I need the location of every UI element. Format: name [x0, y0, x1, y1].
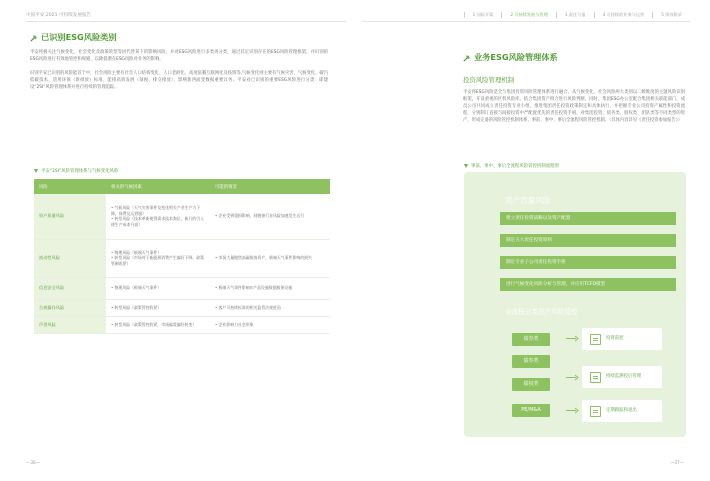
chapter-nav: [464, 12, 690, 18]
risk-name: 合规操作风险: [34, 299, 106, 316]
process-bar: 进行气候变化风险分析与管理，并应用TCFD模型: [500, 278, 676, 291]
header-divider-left: [26, 21, 346, 22]
left-page-content: [30, 32, 328, 91]
nav-chapter-4[interactable]: 4 可持续的业务与运营: [594, 12, 653, 18]
monitor-icon: [590, 372, 601, 383]
table-caption-text: 平安“2SI”风险管理体系与气候变化风险: [41, 169, 119, 174]
section-title-text: 已识别ESG风险类别: [41, 32, 117, 42]
report-title: 中国平安 2021 可持续发展报告: [26, 13, 92, 18]
stage-box-pre-investment: [582, 328, 662, 350]
table-row: [34, 194, 330, 239]
intro-paragraph: 平安将极关注气候变化、社会变化及政策转型等因代替某下的影响风险，并对ESG风险进行多类再分类，通过其定识别存在的ESG风险管理框架，并识别的ESG风险进行有效地管控和规避，以降低潜在ESG风险对业务的影响。: [30, 50, 328, 63]
stage-label: 持续监测投后管理: [606, 374, 642, 380]
section-title-business-esg: [463, 52, 685, 63]
risk-paragraph: 识别平安已识别的风险能首于中，社会风险主要有社会人口结构变化、人口老龄化、高度依赖互联网化及疫情等,气候变化则主要有气候灾害、气候变化、碳汽低碳技术、适用环保（新排放）标准、能排高效发展（领税、排交排放）、影响新西面变数据重要议务。平安对已识别的重要ESG风险进行分类：即建设“2SI”风险管理体系并进行持续的管理追踪。: [30, 71, 328, 91]
connector-arrow-icon: [566, 332, 580, 345]
table-header-row: [34, 179, 330, 194]
table-caption: [34, 168, 118, 174]
risk-name: 流动性风险: [34, 239, 106, 277]
right-page-content: [463, 52, 685, 124]
risk-table: [34, 179, 330, 334]
col-header-factors: 相关的气候因素: [106, 179, 210, 194]
asset-class-box: PE/M&A: [512, 404, 550, 417]
document-icon: [590, 334, 601, 345]
panel-caption-text: 事前、事中、事后全流程风险管控机制流程图: [471, 164, 559, 169]
asset-class-box: 债券类: [512, 333, 550, 346]
factor-item: • 物理风险（极端天气事件）: [111, 285, 162, 291]
factor-item: • 转型风险（政策管控收紧，市场偏爱偏好转变）: [111, 321, 197, 327]
factor-item: • 转型风险（市场对于新能源消费产生偏好下降，政策管制收紧）: [111, 255, 205, 266]
stage-box-monitoring: [582, 366, 662, 388]
risk-factors: [106, 239, 210, 277]
scenario-item: • 企业影响力社会形象: [215, 321, 254, 327]
scenario-item: • 企业受到重损影响，同胞损行业风险加速发生运行: [215, 213, 305, 219]
connector-arrow-icon: [566, 371, 580, 384]
section-title-text: 业务ESG风险管理体系: [474, 52, 558, 62]
factor-item: • 转型风险（技术革新使得需求技术淘汰，新行的引入使生产成本升高）: [111, 216, 205, 227]
connector-arrow-icon: [566, 404, 580, 417]
chart-icon: [590, 406, 601, 417]
risk-scenario: [210, 194, 330, 239]
risk-factors: [106, 316, 210, 333]
risk-scenario: [210, 299, 330, 316]
mechanism-paragraph: 平安将ESG风险是全与集团投资风险管理体系进行融合，从气候变化、社会风险两大类别以二级维度的主题风险识别框架，开设重视的区机风险库。结合集团资产组合进行风险判断，同时，集团ESG办公室配合集团相关职能部门，成员公司共同成立责任投资专业小组，推进集团责任投资政策制定和具体执行，并把握专业公司投资产属性和投资流程，分别制订直接与间接投资中严配置优先的责任投资手册，对集团投资、债务类、股权类、团队类等不同类型的资产，形成完备的风险管控机制体系，事前、事中、事后全流程风险管控机制。（具体内容详见《责任投资参加报告》）: [463, 90, 685, 124]
panel-title: 资产质量风险: [505, 196, 551, 205]
risk-name: 信息安全风险: [34, 277, 106, 299]
risk-factors: [106, 194, 210, 239]
col-header-risk: 风险: [34, 179, 106, 194]
asset-class-box: 债权类: [512, 378, 550, 391]
section-title-risk-categories: [30, 32, 328, 43]
leaf-icon: [30, 34, 38, 42]
risk-name: 资产质量风险: [34, 194, 106, 239]
process-bar: 制定五大责任投资原则: [500, 234, 676, 247]
col-header-scenario: 可能的情景: [210, 179, 330, 194]
caption-triangle-icon: [34, 169, 38, 173]
factor-item: • 转型风险（政策管控收紧）: [111, 304, 162, 310]
stage-box-exit: [582, 400, 662, 422]
table-row: [34, 277, 330, 299]
subsection-title: 投资风险管理机制: [463, 76, 515, 84]
risk-scenario: [210, 239, 330, 277]
risk-scenario: [210, 277, 330, 299]
stage-label: 定期跟踪和退出: [606, 408, 637, 414]
caption-triangle-icon: [464, 164, 468, 168]
risk-name: 声誉风险: [34, 316, 106, 333]
panel-subtitle: 全流程分类资产风险管控: [505, 308, 578, 316]
panel-caption: [464, 163, 559, 169]
asset-class-box: 债券类: [512, 355, 550, 368]
process-bar: 制定专业子公司责任投资手册: [500, 256, 676, 269]
header-divider-right: [362, 21, 690, 22]
page-number-left: —36—: [26, 461, 41, 466]
table-row: [34, 316, 330, 333]
factor-item: • 气候风险（天气灾害事件及变化相关产业生产力下降，保费及运营服）: [111, 205, 201, 216]
leaf-icon: [463, 54, 471, 62]
nav-chapter-1[interactable]: 1 国际开篇: [464, 12, 502, 18]
scenario-item: • 客户可持续标准的相关监管法规进而: [215, 304, 281, 310]
nav-chapter-5[interactable]: 5 绩效附录: [652, 12, 690, 18]
process-flow-panel: [464, 172, 686, 437]
page-number-right: —37—: [669, 461, 684, 466]
stage-label: 投资前控: [606, 336, 624, 342]
nav-chapter-2[interactable]: 2 可持续发展与管理: [501, 12, 556, 18]
scenario-item: • 市场大量抛售高碳排放资产，极端天气事件影响的损失: [215, 255, 312, 261]
risk-factors: [106, 277, 210, 299]
scenario-item: • 极端天气事件影响IT产品设施数据服务设施: [215, 285, 293, 291]
process-bar: 建立责任投资战略以及资产配置: [500, 212, 676, 225]
risk-factors: [106, 299, 210, 316]
risk-scenario: [210, 316, 330, 333]
table-row: [34, 299, 330, 316]
factor-item: • 物理风险（极端天气事件）: [111, 249, 162, 255]
table-row: [34, 239, 330, 277]
nav-chapter-3[interactable]: 3 责任与报: [556, 12, 594, 18]
